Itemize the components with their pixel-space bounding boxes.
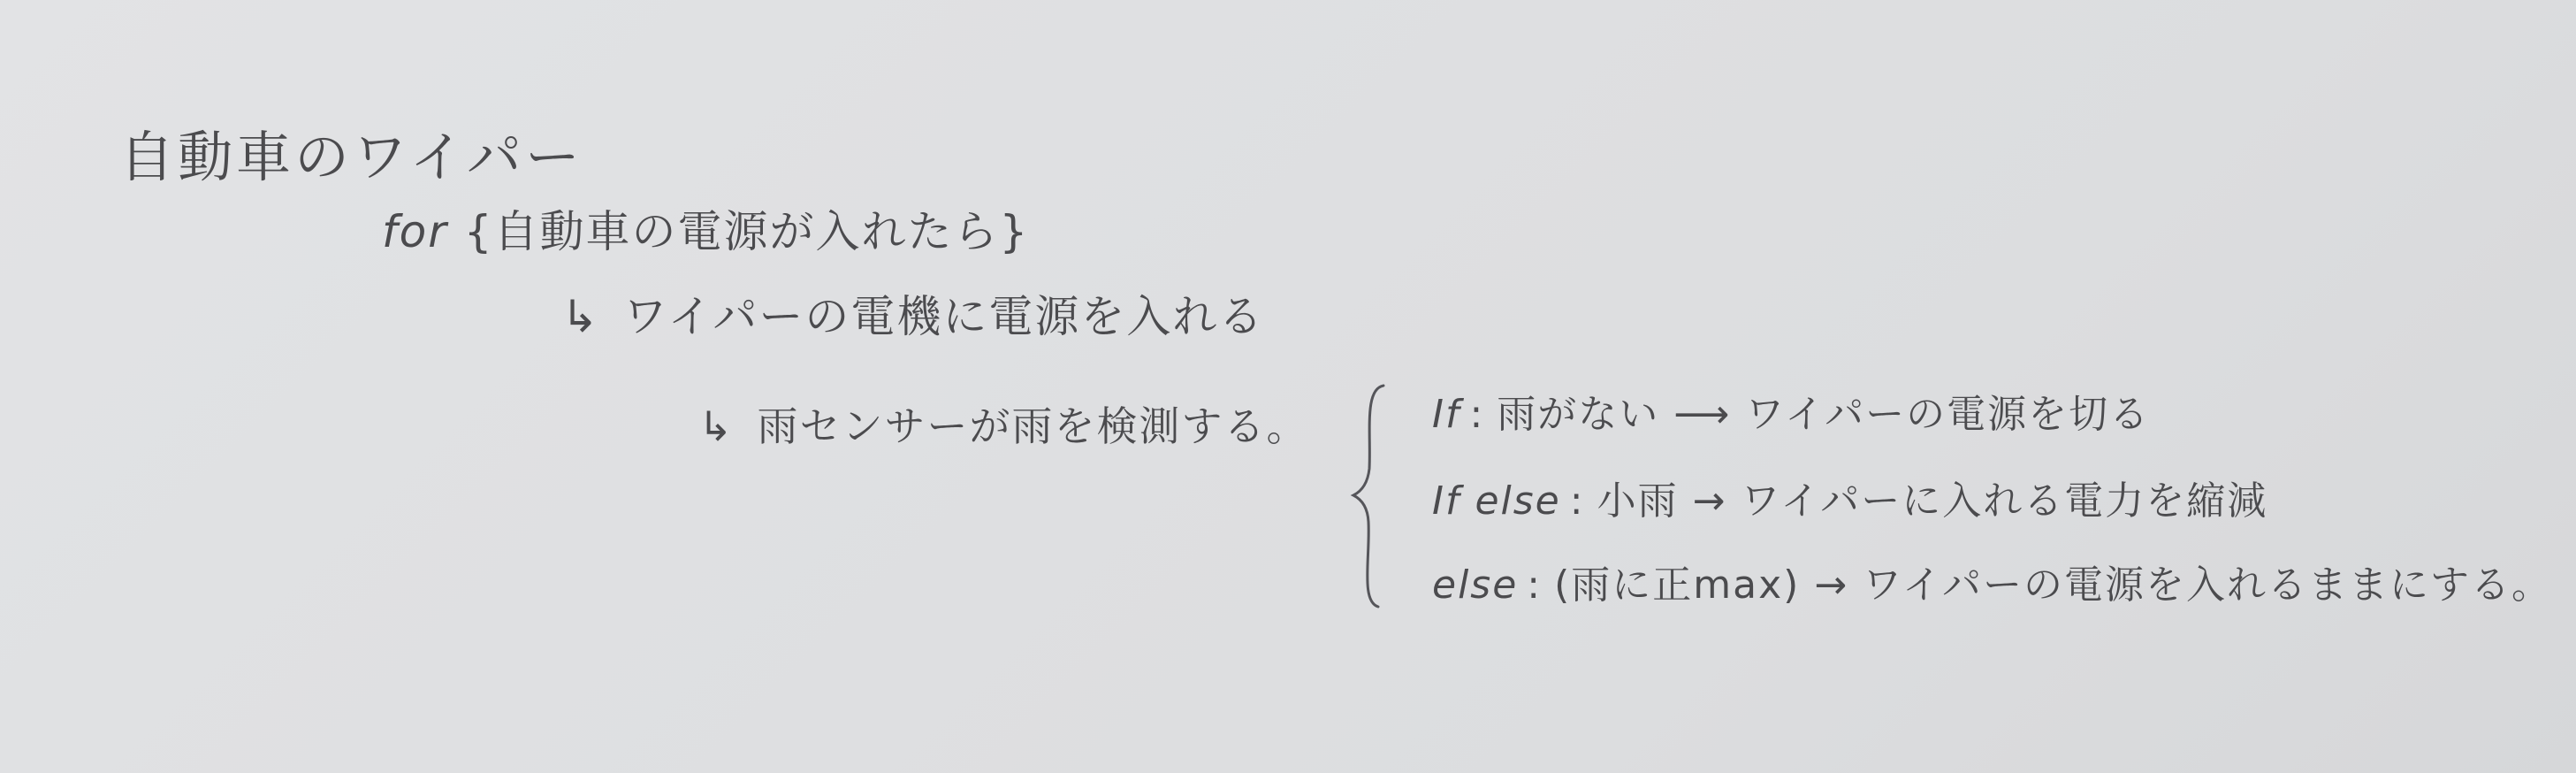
- else-keyword: else: [1432, 563, 1519, 608]
- for-loop-line: [382, 196, 1029, 260]
- condition-action: ワイパーの電源を入れるままにする。: [1863, 563, 2553, 608]
- condition-if-line: [1432, 382, 2150, 439]
- condition-else-line: [1432, 553, 2552, 609]
- condition-separator: :: [1569, 478, 1585, 524]
- note-title: 自動車のワイパー: [119, 125, 583, 189]
- right-arrow-icon: →: [1814, 563, 1849, 608]
- curly-brace-icon: [1348, 380, 1392, 610]
- condition-text: 小雨: [1597, 478, 1679, 524]
- condition-separator: :: [1469, 392, 1485, 437]
- condition-text: (雨に正max): [1554, 563, 1801, 608]
- sensor-step-line: [698, 394, 1309, 453]
- condition-action: ワイパーに入れる電力を縮減: [1741, 478, 2268, 524]
- for-keyword: for: [382, 206, 448, 257]
- power-step-line: [561, 281, 1264, 345]
- condition-action: ワイパーの電源を切る: [1745, 392, 2151, 437]
- right-arrow-icon: ⟶: [1673, 392, 1732, 437]
- for-condition: {自動車の電源が入れたら}: [463, 206, 1030, 257]
- right-arrow-icon: →: [1692, 478, 1727, 524]
- condition-separator: :: [1527, 563, 1543, 608]
- power-step-text: ワイパーの電機に電源を入れる: [622, 291, 1265, 342]
- return-arrow-icon: ↳: [698, 402, 735, 450]
- condition-elseif-line: [1432, 469, 2267, 525]
- if-keyword: If: [1432, 392, 1461, 437]
- elseif-keyword: If else: [1432, 478, 1561, 524]
- condition-text: 雨がない: [1497, 392, 1660, 437]
- return-arrow-icon: ↳: [561, 291, 600, 342]
- sensor-step-text: 雨センサーが雨を検測する。: [757, 402, 1309, 450]
